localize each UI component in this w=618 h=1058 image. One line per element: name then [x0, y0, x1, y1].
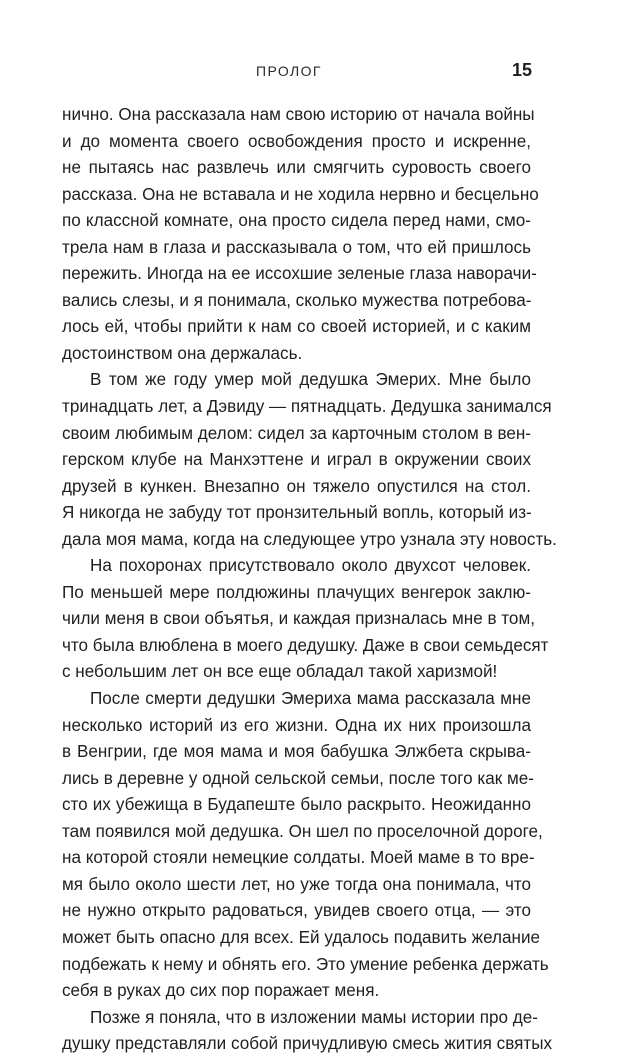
text-line: сто их убежища в Будапеште было раскрыто. Неожиданно: [62, 795, 531, 815]
text-line: пережить. Иногда на ее иссохшие зеленые глаза наворачи-: [62, 264, 537, 284]
text-line: подбежать к нему и обнять его. Это умение ребенка держать: [62, 954, 549, 974]
running-head: ПРОЛОГ: [256, 63, 322, 79]
body-text: [62, 102, 557, 1058]
paragraph-start-line: Позже я поняла, что в изложении мамы истории про де-: [90, 1007, 538, 1027]
paragraph-start-line: После смерти дедушки Эмериха мама рассказала мне: [90, 689, 531, 709]
paragraph-end-line: с небольшим лет он все еще обладал такой харизмой!: [62, 662, 498, 682]
text-line: Я никогда не забуду тот пронзительный вопль, который из-: [62, 503, 532, 523]
text-line: чили меня в свои объятья, и каждая призналась мне в том,: [62, 609, 535, 629]
text-line: тринадцать лет, а Дэвиду — пятнадцать. Дедушка занимался: [62, 397, 552, 417]
text-line: по классной комнате, она просто сидела перед нами, смо-: [62, 211, 531, 231]
text-line: рассказа. Она не вставала и не ходила нервно и бесцельно: [62, 184, 539, 204]
text-line: друзей в кункен. Внезапно он тяжело опустился на стол.: [62, 476, 531, 496]
text-line: что была влюблена в моего дедушку. Даже в свои семьдесят: [62, 635, 549, 655]
text-line: мя было около шести лет, но уже тогда она понимала, что: [62, 874, 531, 894]
text-line: вались слезы, и я понимала, сколько мужества потребова-: [62, 290, 532, 310]
paragraph-end-line: достоинством она держалась.: [62, 343, 303, 363]
text-line: не пытаясь нас развлечь или смягчить суровость своего: [62, 158, 531, 178]
paragraph-end-line: себя в руках до сих пор поражает меня.: [62, 981, 380, 1001]
text-line: герском клубе на Манхэттене и играл в окружении своих: [62, 450, 531, 470]
paragraph-start-line: В том же году умер мой дедушка Эмерих. Мне было: [90, 370, 531, 390]
text-line: и до момента своего освобождения просто и искренне,: [62, 131, 531, 151]
paragraph-start-line: На похоронах присутствовало около двухсот человек.: [90, 556, 531, 576]
page-number: 15: [511, 60, 532, 80]
text-line: в Венгрии, где моя мама и моя бабушка Элжбета скрыва-: [62, 742, 531, 762]
text-line: нично. Она рассказала нам свою историю от начала войны: [62, 105, 535, 124]
text-line: душку представляли собой причудливую смесь жития святых: [62, 1034, 553, 1054]
text-line: лось ей, чтобы прийти к нам со своей историей, и с каким: [62, 317, 531, 337]
text-line: на которой стояли немецкие солдаты. Моей маме в то вре-: [62, 848, 535, 868]
text-line: своим любимым делом: сидел за карточным столом в вен-: [62, 423, 531, 443]
text-line: трела нам в глаза и рассказывала о том, что ей пришлось: [62, 237, 531, 257]
paragraph-end-line: дала моя мама, когда на следующее утро узнала эту новость.: [62, 529, 557, 549]
text-line: может быть опасно для всех. Ей удалось подавить желание: [62, 927, 541, 947]
text-line: По меньшей мере полдюжины плачущих венгерок заклю-: [62, 582, 531, 602]
text-line: несколько историй из его жизни. Одна их них произошла: [62, 715, 531, 735]
text-line: лись в деревне у одной сельской семьи, после того как ме-: [62, 768, 534, 788]
text-line: не нужно открыто радоваться, увидев своего отца, — это: [62, 901, 531, 921]
text-line: там появился мой дедушка. Он шел по проселочной дороге,: [62, 821, 543, 841]
